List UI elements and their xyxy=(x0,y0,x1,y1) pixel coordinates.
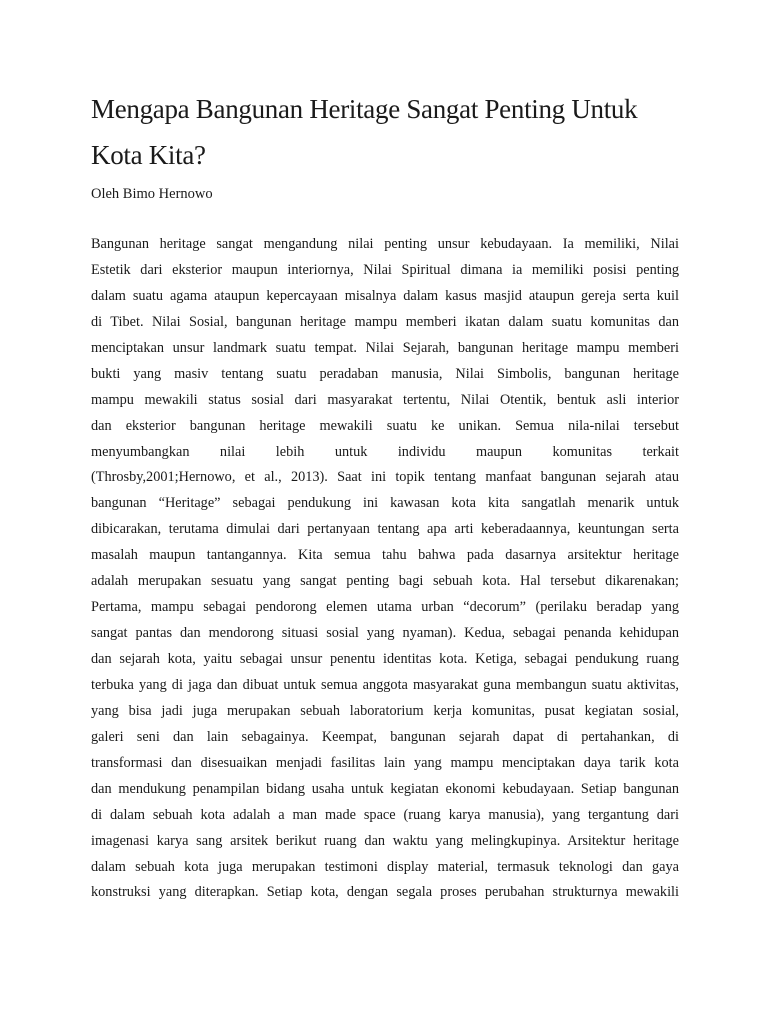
body-line: (Throsby,2001;Hernowo, et al., 2013). Saat ini topik tentang manfaat bangunan sejarah atau xyxy=(91,469,679,486)
body-line: Pertama, mampu sebagai pendorong elemen utama urban “decorum” (perilaku beradap yang xyxy=(91,599,679,616)
body-line: terbuka yang di jaga dan dibuat untuk semua anggota masyarakat guna membangun suatu aktivitas, xyxy=(91,676,679,693)
body-line: di dalam sebuah kota adalah a man made space (ruang karya manusia), yang tergantung dari xyxy=(91,806,679,823)
document-body xyxy=(91,232,679,906)
body-line: imagenasi karya sang arsitek berikut ruang dan waktu yang melingkupinya. Arsitektur heritage xyxy=(91,832,679,849)
body-line: masalah maupun tantangannya. Kita semua tahu bahwa pada dasarnya arsitektur heritage xyxy=(91,547,679,564)
body-line: dan sejarah kota, yaitu sebagai unsur penentu identitas kota. Ketiga, sebagai pendukung ruang xyxy=(91,651,679,667)
body-line: konstruksi yang diterapkan. Setiap kota, dengan segala proses perubahan strukturnya mewakili xyxy=(91,884,679,901)
body-line: Bangunan heritage sangat mengandung nilai penting unsur kebudayaan. Ia memiliki, Nilai xyxy=(91,236,679,252)
body-line: mampu mewakili status sosial dari masyarakat tertentu, Nilai Otentik, bentuk asli interior xyxy=(91,391,679,408)
document-author: Oleh Bimo Hernowo xyxy=(91,186,213,202)
body-line: galeri seni dan lain sebagainya. Keempat, bangunan sejarah dapat di pertahankan, di xyxy=(91,728,679,745)
body-line: menyumbangkan nilai lebih untuk individu maupun komunitas terkait xyxy=(91,443,679,460)
body-line: dalam suatu agama ataupun kepercayaan misalnya dalam kasus masjid ataupun gereja serta kuil xyxy=(91,287,679,304)
body-line: bukti yang masiv tentang suatu peradaban manusia, Nilai Simbolis, bangunan heritage xyxy=(91,365,679,382)
body-line: dan mendukung penampilan bidang usaha untuk kegiatan ekonomi kebudayaan. Setiap bangunan xyxy=(91,780,679,797)
body-line: sangat pantas dan mendorong situasi sosial yang nyaman). Kedua, sebagai penanda kehidupan xyxy=(91,625,679,642)
body-line: dalam sebuah kota juga merupakan testimoni display material, termasuk teknologi dan gaya xyxy=(91,858,679,875)
document-title: Mengapa Bangunan Heritage Sangat Penting Untuk Kota Kita? xyxy=(91,94,638,170)
body-line: adalah merupakan sesuatu yang sangat penting bagi sebuah kota. Hal tersebut dikarenakan; xyxy=(91,573,679,590)
body-line: dibicarakan, terutama dimulai dari pertanyaan tentang apa arti keberadaannya, keuntungan serta xyxy=(91,521,679,538)
body-line: menciptakan unsur landmark suatu tempat. Nilai Sejarah, bangunan heritage mampu memberi xyxy=(91,339,679,356)
body-line: transformasi dan disesuaikan menjadi fasilitas lain yang mampu menciptakan daya tarik kota xyxy=(91,754,679,771)
body-line: di Tibet. Nilai Sosial, bangunan heritage mampu memberi ikatan dalam suatu komunitas dan xyxy=(91,313,679,330)
body-line: yang bisa jadi juga merupakan sebuah laboratorium kerja komunitas, pusat kegiatan sosial, xyxy=(91,702,679,719)
body-line: bangunan “Heritage” sebagai pendukung ini kawasan kota kita sangatlah menarik untuk xyxy=(91,495,679,512)
body-line: dan eksterior bangunan heritage mewakili suatu ke unikan. Semua nila-nilai tersebut xyxy=(91,417,679,434)
body-line: Estetik dari eksterior maupun interiornya, Nilai Spiritual dimana ia memiliki posisi penting xyxy=(91,261,679,278)
